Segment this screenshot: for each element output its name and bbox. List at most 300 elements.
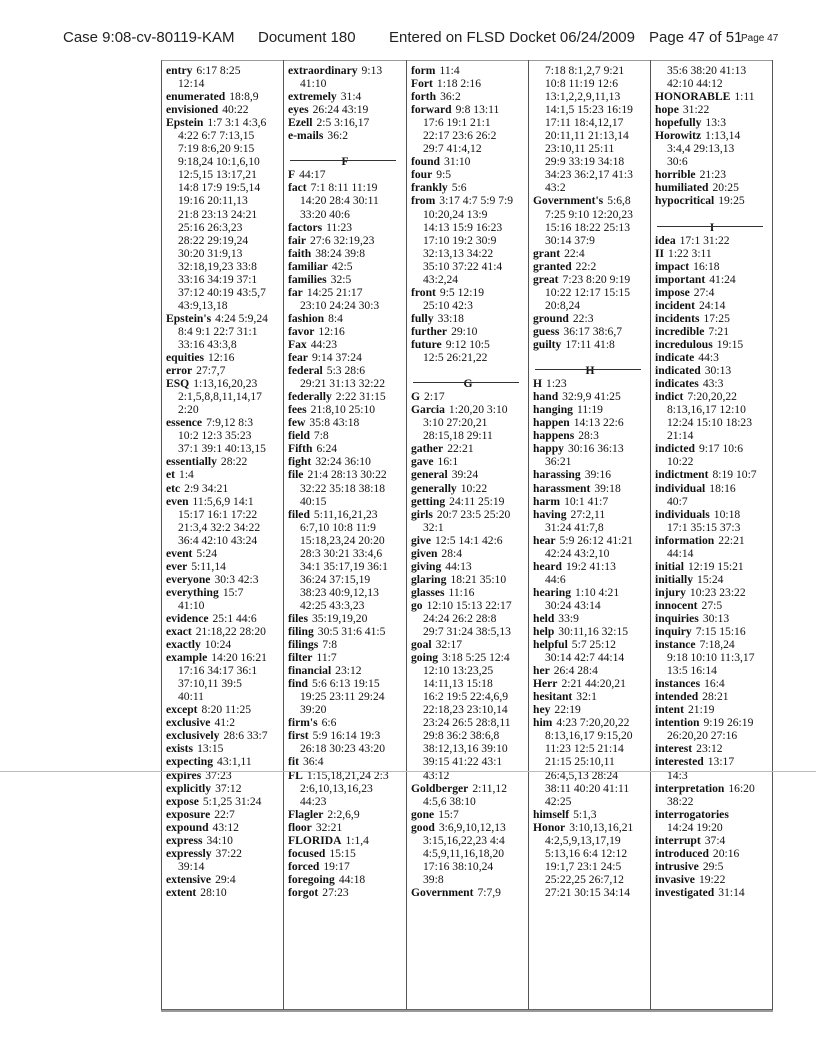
index-references: 44:17 — [299, 168, 326, 182]
index-entry-continuation: 29:21 31:13 32:22 — [300, 377, 386, 391]
index-entry-continuation: 23:24 26:5 28:8,11 — [423, 716, 511, 730]
index-term: Garcia — [411, 403, 445, 417]
index-entry-continuation: 3:4,4 29:13,13 — [667, 142, 735, 156]
index-entry — [655, 782, 769, 795]
index-term: find — [288, 677, 308, 691]
index-term: essence — [166, 416, 203, 430]
index-term: e-mails — [288, 129, 324, 143]
index-entry — [288, 651, 402, 664]
index-term: familiar — [288, 259, 328, 273]
index-entry — [288, 90, 402, 103]
index-entry — [288, 234, 402, 247]
index-entry — [288, 860, 402, 873]
index-term: Herr — [533, 677, 558, 691]
index-entry — [166, 821, 280, 834]
index-term: interest — [655, 742, 693, 756]
index-term: interpretation — [655, 781, 725, 795]
index-entry — [655, 860, 769, 873]
index-entry-continuation: 9:18,24 10:1,6,10 — [178, 155, 260, 169]
index-entry-continuation: 10:22 — [667, 455, 694, 469]
index-entry — [655, 482, 769, 495]
index-term: everyone — [166, 572, 211, 586]
index-references: 9:14 37:24 — [311, 351, 362, 365]
index-references: 1:23 — [546, 377, 567, 391]
index-entry — [655, 742, 769, 755]
index-references: 3:18 5:25 12:4 — [442, 651, 510, 665]
index-references: 36:2 — [327, 129, 349, 143]
index-entry — [533, 716, 647, 729]
index-references: 5:6,8 — [607, 194, 631, 208]
index-entry — [166, 651, 280, 664]
index-entry-continuation: 17:6 19:1 21:1 — [423, 116, 491, 130]
index-references: 15:7 — [222, 585, 244, 599]
index-references: 7:7,9 — [477, 885, 501, 899]
index-term: interrogatories — [655, 807, 729, 821]
index-entry — [166, 755, 280, 768]
index-entry — [166, 625, 280, 638]
index-references: 9:13 — [361, 64, 383, 77]
index-entry-continuation: 30:24 43:14 — [545, 598, 601, 612]
index-term: hand — [533, 390, 559, 404]
index-entry — [288, 390, 402, 403]
index-column-1 — [166, 64, 280, 899]
index-term: harassment — [533, 481, 591, 495]
index-entry — [288, 338, 402, 351]
index-entry — [533, 638, 647, 651]
index-term: harm — [533, 494, 561, 508]
index-entry-continuation: 15:17 16:1 17:22 — [178, 507, 258, 521]
index-term: files — [288, 611, 308, 625]
index-term: Epstein — [166, 116, 204, 130]
index-spacer — [411, 364, 525, 377]
index-entry-continuation: 30:20 31:9,13 — [178, 246, 243, 260]
index-entry-continuation: 44:6 — [545, 572, 566, 586]
index-entry — [411, 64, 525, 77]
index-entry-continuation: 39:15 41:22 43:1 — [423, 755, 503, 769]
index-entry — [655, 129, 769, 142]
index-entry-continuation: 12:24 15:10 18:23 — [667, 416, 753, 430]
index-term: extremely — [288, 90, 337, 104]
index-references: 17:25 — [703, 311, 730, 325]
index-term: help — [533, 625, 555, 639]
index-entry — [411, 181, 525, 194]
index-entry-continuation: 25:16 26:3,23 — [178, 220, 243, 234]
index-references: 10:24 — [204, 638, 232, 652]
index-entry-continuation: 41:10 — [300, 77, 327, 91]
index-entry — [411, 886, 525, 899]
index-term: inquiry — [655, 625, 692, 639]
index-references: 28:6 33:7 — [223, 729, 268, 743]
index-references: 22:3 — [572, 311, 594, 325]
index-entry — [288, 116, 402, 129]
index-term: F — [288, 168, 296, 182]
index-entry — [655, 599, 769, 612]
index-term: firm's — [288, 716, 318, 730]
index-entry-continuation: 20:11,11 21:13,14 — [545, 129, 629, 143]
index-entry — [288, 129, 402, 142]
index-term: interrupt — [655, 833, 701, 847]
index-entry — [533, 703, 647, 716]
index-entry-continuation: 2:6,10,13,16,23 — [300, 781, 373, 795]
index-references: 7:8 — [322, 638, 338, 652]
index-entry-continuation: 29:8 36:2 38:6,8 — [423, 729, 500, 743]
index-references: 32:5 — [330, 272, 352, 286]
index-term: first — [288, 729, 309, 743]
index-entry-continuation: 34:23 36:2,17 41:3 — [545, 168, 633, 182]
index-entry-continuation: 40:11 — [178, 690, 204, 704]
index-entry-continuation: 13:5 16:14 — [667, 664, 717, 678]
index-entry-continuation: 23:10,11 25:11 — [545, 142, 615, 156]
index-references: 14:20 16:21 — [211, 651, 267, 665]
index-references: 36:2 — [440, 90, 461, 104]
index-references: 10:18 — [713, 507, 741, 521]
index-entry-continuation: 21:14 — [667, 429, 694, 443]
index-entry-continuation: 38:22 — [667, 794, 694, 808]
index-term: having — [533, 507, 567, 521]
index-term: favor — [288, 324, 315, 338]
index-term: fear — [288, 351, 308, 365]
index-entry-continuation: 42:25 43:3,23 — [300, 598, 365, 612]
index-entry — [411, 560, 525, 573]
index-entry — [411, 534, 525, 547]
page-stamp: Page 47 — [741, 33, 779, 44]
index-entry — [655, 638, 769, 651]
index-entry — [166, 351, 280, 364]
index-references: 9:5 — [436, 168, 452, 182]
index-entry-continuation: 8:13,16,17 9:15,20 — [545, 729, 633, 743]
docket-entry: Entered on FLSD Docket 06/24/2009 — [389, 29, 635, 46]
index-entry-continuation: 4:2,5,9,13,17,19 — [545, 833, 621, 847]
index-term: held — [533, 611, 555, 625]
index-term: financial — [288, 664, 332, 678]
index-references: 2:21 44:20,21 — [561, 677, 626, 691]
index-entry — [533, 612, 647, 625]
index-references: 28:10 — [200, 885, 227, 899]
index-term: initial — [655, 559, 684, 573]
index-entry-continuation: 15:18,23,24 20:20 — [300, 533, 385, 547]
index-entry — [655, 468, 769, 481]
index-entry-continuation: 10:8 11:19 12:6 — [545, 77, 618, 91]
index-references: 35:19,19,20 — [311, 611, 368, 625]
index-term: grant — [533, 246, 561, 260]
index-term: introduced — [655, 846, 709, 860]
index-term: incredulous — [655, 337, 713, 351]
index-entry-continuation: 17:16 34:17 36:1 — [178, 664, 258, 678]
index-entry — [655, 338, 769, 351]
index-entry — [533, 403, 647, 416]
index-entry-continuation: 4:22 6:7 7:13,15 — [178, 129, 255, 143]
index-column-5 — [655, 64, 769, 899]
index-entry — [655, 116, 769, 129]
index-entry — [533, 534, 647, 547]
index-term: filing — [288, 625, 314, 639]
index-entry — [288, 834, 402, 847]
index-entry — [166, 742, 280, 755]
index-entry — [533, 442, 647, 455]
index-entry-continuation: 42:25 — [545, 794, 572, 808]
index-references: 5:11,16,21,23 — [313, 507, 378, 521]
index-references: 4:23 7:20,20,22 — [556, 716, 630, 730]
index-references: 23:12 — [696, 742, 723, 756]
index-entry — [288, 612, 402, 625]
index-entry-continuation: 5:13,16 6:4 12:12 — [545, 846, 628, 860]
index-term: HONORABLE — [655, 90, 731, 104]
index-entry — [288, 755, 402, 768]
index-references: 21:18,22 28:20 — [195, 625, 266, 639]
index-term: happens — [533, 429, 575, 443]
index-term: glaring — [411, 572, 447, 586]
index-entry-continuation: 39:20 — [300, 703, 327, 717]
index-entry — [288, 468, 402, 481]
index-entry — [411, 573, 525, 586]
index-term: gather — [411, 442, 444, 456]
index-term: H — [533, 377, 543, 391]
index-entry-continuation: 19:1,7 23:1 24:5 — [545, 859, 622, 873]
index-references: 14:13 22:6 — [573, 416, 624, 430]
index-term: families — [288, 272, 327, 286]
index-references: 10:23 23:22 — [689, 585, 746, 599]
index-term: few — [288, 416, 306, 430]
index-entry — [411, 194, 525, 207]
index-references: 11:7 — [316, 651, 337, 665]
index-entry-continuation: 7:19 8:6,20 9:15 — [178, 142, 255, 156]
index-term: goal — [411, 638, 432, 652]
index-term: essentially — [166, 455, 217, 469]
index-entry-continuation: 3:10 27:20,21 — [423, 416, 488, 430]
index-entry — [655, 325, 769, 338]
index-term: getting — [411, 494, 446, 508]
index-references: 31:22 — [682, 103, 710, 117]
index-entry — [166, 782, 280, 795]
index-references: 11:23 — [326, 220, 353, 234]
index-references: 30:16 36:13 — [567, 442, 624, 456]
index-entry-continuation: 44:14 — [667, 546, 694, 560]
index-references: 2:5 3:16,17 — [316, 116, 370, 130]
index-term: expound — [166, 820, 209, 834]
index-term: instance — [655, 638, 696, 652]
index-term: FL — [288, 768, 303, 782]
index-entry — [411, 808, 525, 821]
index-entry — [166, 716, 280, 729]
index-term: girls — [411, 507, 433, 521]
index-entry-continuation: 30:6 — [667, 155, 688, 169]
index-term: hearing — [533, 585, 572, 599]
index-entry-continuation: 2:1,5,8,8,11,14,17 — [178, 390, 262, 404]
index-entry — [288, 247, 402, 260]
index-term: innocent — [655, 598, 698, 612]
index-term: exclusive — [166, 716, 211, 730]
index-references: 7:1 8:11 11:19 — [310, 181, 378, 195]
index-entry-continuation: 29:7 41:4,12 — [423, 142, 482, 156]
index-term: generally — [411, 481, 457, 495]
index-references: 30:11,16 32:15 — [558, 625, 629, 639]
index-entry — [411, 586, 525, 599]
index-term: fully — [411, 311, 434, 325]
index-references: 9:12 10:5 — [445, 337, 490, 351]
index-term: error — [166, 364, 193, 378]
index-references: 39:24 — [451, 468, 479, 482]
index-entry — [655, 755, 769, 768]
index-term: idea — [655, 233, 676, 247]
column-divider — [406, 60, 407, 1010]
index-entry — [655, 312, 769, 325]
index-term: except — [166, 703, 198, 717]
index-references: 30:3 42:3 — [214, 572, 259, 586]
index-entry — [655, 625, 769, 638]
index-letter-heading: F — [288, 155, 402, 168]
index-term: interested — [655, 755, 704, 769]
index-entry-continuation: 26:4,5,13 28:24 — [545, 768, 619, 782]
index-references: 1:22 3:11 — [668, 246, 712, 260]
index-references: 25:1 44:6 — [212, 611, 257, 625]
index-entry-continuation: 17:10 19:2 30:9 — [423, 233, 497, 247]
case-number: Case 9:08-cv-80119-KAM — [63, 29, 235, 46]
index-entry — [655, 247, 769, 260]
index-references: 30:13 — [704, 364, 732, 378]
index-entry — [411, 338, 525, 351]
index-term: hear — [533, 533, 556, 547]
index-references: 13:15 — [197, 742, 224, 756]
index-term: give — [411, 533, 431, 547]
index-entry-continuation: 37:10,11 39:5 — [178, 677, 242, 691]
index-references: 6:17 8:25 — [196, 64, 241, 77]
index-references: 20:16 — [712, 846, 740, 860]
index-entry — [655, 299, 769, 312]
index-references: 1:13,16,20,23 — [193, 377, 258, 391]
index-term: invasive — [655, 872, 695, 886]
index-references: 12:10 15:13 22:17 — [426, 598, 512, 612]
index-entry-continuation: 39:8 — [423, 872, 444, 886]
index-references: 36:4 — [302, 755, 324, 769]
index-entry-continuation: 36:21 — [545, 455, 572, 469]
index-entry — [166, 468, 280, 481]
index-entry — [655, 377, 769, 390]
index-entry — [288, 312, 402, 325]
index-references: 22:21 — [447, 442, 474, 456]
index-references: 28:21 — [702, 690, 729, 704]
index-term: entry — [166, 64, 193, 77]
index-references: 44:23 — [310, 337, 338, 351]
index-entry — [288, 181, 402, 194]
index-term: field — [288, 429, 310, 443]
index-entry — [166, 612, 280, 625]
index-references: 6:6 — [321, 716, 337, 730]
index-entry — [166, 703, 280, 716]
index-term: good — [411, 820, 435, 834]
index-entry — [411, 821, 525, 834]
index-references: 41:24 — [709, 272, 736, 286]
index-entry — [288, 429, 402, 442]
index-entry — [166, 560, 280, 573]
index-references: 44:18 — [338, 872, 366, 886]
index-term: enumerated — [166, 90, 226, 104]
index-entry-continuation: 7:25 9:10 12:20,23 — [545, 207, 633, 221]
index-entry-continuation: 28:3 30:21 33:4,6 — [300, 546, 383, 560]
index-term: expires — [166, 768, 202, 782]
index-entry — [655, 560, 769, 573]
index-references: 21:23 — [699, 168, 726, 182]
index-term: even — [166, 494, 189, 508]
index-entry — [288, 351, 402, 364]
index-entry-continuation: 34:1 35:17,19 36:1 — [300, 559, 388, 573]
index-term: fair — [288, 233, 307, 247]
index-entry-continuation: 29:7 31:24 38:5,13 — [423, 625, 511, 639]
index-entry-continuation: 25:10 42:3 — [423, 298, 473, 312]
index-entry — [655, 351, 769, 364]
index-entry — [288, 286, 402, 299]
index-references: 13:17 — [707, 755, 735, 769]
index-entry — [166, 638, 280, 651]
index-references: 16:20 — [728, 781, 755, 795]
index-references: 30:5 31:6 41:5 — [317, 625, 386, 639]
index-term: focused — [288, 846, 326, 860]
index-entry — [411, 547, 525, 560]
index-term: happy — [533, 442, 564, 456]
index-entry — [166, 573, 280, 586]
index-entry — [411, 90, 525, 103]
index-entry — [166, 873, 280, 886]
index-references: 7:8 — [313, 429, 329, 443]
index-references: 4:24 5:9,24 — [215, 311, 268, 325]
index-term: important — [655, 272, 706, 286]
index-entry — [655, 886, 769, 899]
index-entry-continuation: 21:3,4 32:2 34:22 — [178, 520, 261, 534]
index-references: 27:5 — [701, 598, 723, 612]
index-entry-continuation: 44:23 — [300, 794, 327, 808]
index-term: hopefully — [655, 116, 702, 130]
index-term: granted — [533, 259, 572, 273]
index-entry-continuation: 42:24 43:2,10 — [545, 546, 610, 560]
index-entry — [166, 377, 280, 390]
index-entry-continuation: 32:1 — [423, 520, 444, 534]
index-references: 9:5 12:19 — [439, 285, 485, 299]
index-term: explicitly — [166, 781, 212, 795]
index-references: 2:17 — [424, 390, 445, 404]
index-references: 12:16 — [208, 351, 235, 365]
index-entry — [288, 847, 402, 860]
index-references: 6:24 — [316, 442, 338, 456]
index-references: 1:13,14 — [705, 129, 741, 143]
index-term: front — [411, 285, 436, 299]
index-term: faith — [288, 246, 312, 260]
index-entry-continuation: 33:20 40:6 — [300, 207, 350, 221]
index-entry-continuation: 6:7,10 10:8 11:9 — [300, 520, 376, 534]
index-entry — [288, 221, 402, 234]
index-entry — [166, 90, 280, 103]
index-references: 2:11,12 — [472, 781, 507, 795]
index-entry — [166, 312, 280, 325]
index-entry — [655, 534, 769, 547]
index-references: 7:18,24 — [699, 638, 735, 652]
index-term: Honor — [533, 820, 566, 834]
index-entry-continuation: 35:10 37:22 41:4 — [423, 259, 503, 273]
index-term: Government's — [533, 194, 604, 208]
index-entry — [411, 468, 525, 481]
index-references: 12:5 14:1 42:6 — [434, 533, 503, 547]
index-letter-heading: G — [411, 377, 525, 390]
index-entry-continuation: 26:20,20 27:16 — [667, 729, 738, 743]
index-entry-continuation: 37:12 40:19 43:5,7 — [178, 285, 266, 299]
index-references: 37:23 — [205, 768, 232, 782]
index-term: hypocritical — [655, 194, 715, 208]
index-term: exact — [166, 625, 192, 639]
index-references: 19:22 — [698, 872, 726, 886]
column-divider — [650, 60, 651, 1010]
index-entry-continuation: 26:18 30:23 43:20 — [300, 742, 386, 756]
index-term: gone — [411, 807, 435, 821]
index-term: general — [411, 468, 448, 482]
index-entry — [533, 260, 647, 273]
